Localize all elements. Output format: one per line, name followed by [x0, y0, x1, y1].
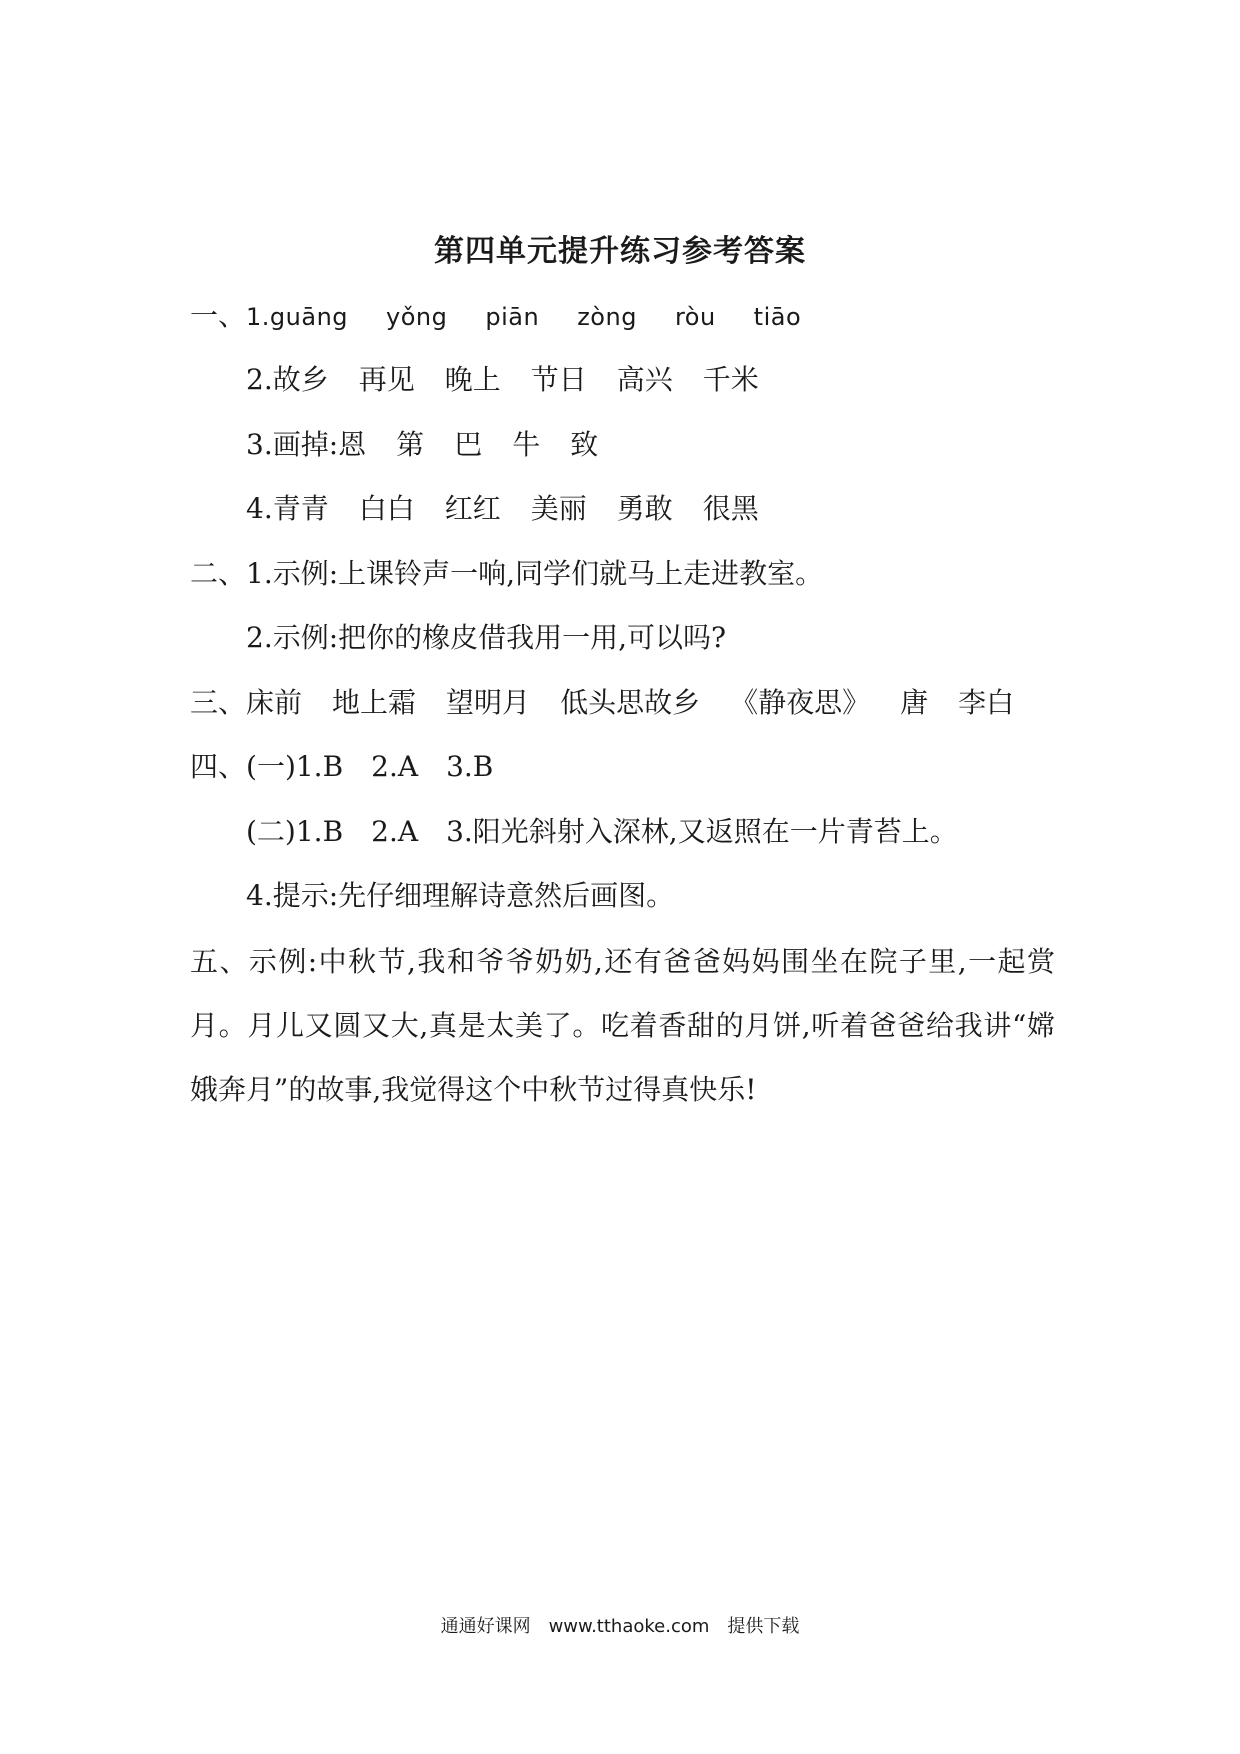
word-item: 节日	[530, 363, 587, 396]
footer-source: 通通好课网 www.tthaoke.com 提供下载	[440, 1616, 800, 1637]
section5-text: 示例:中秋节,我和爷爷奶奶,还有爸爸妈妈围坐在院子里,一起赏月。月儿又圆又大,真是太美了。吃着香甜的月饼,听着爸爸给我讲“嫦娥奔月”的故事,我觉得这个中秋节过得真快乐!	[190, 945, 1055, 1106]
section5	[190, 930, 1055, 1122]
char-item: 恩	[338, 428, 367, 461]
section1-prefix: 一、	[190, 299, 247, 332]
answer-item: 唐	[900, 686, 929, 719]
section1-q3	[246, 427, 598, 463]
section1-q3-num: 3.	[246, 428, 273, 461]
char-item: 巴	[454, 428, 483, 461]
pinyin-item: yǒng	[386, 303, 448, 331]
section4-part2-text: (二)1.B 2.A 3.阳光斜射入深林,又返照在一片青苔上。	[246, 815, 958, 848]
section1-q1	[190, 298, 801, 335]
pinyin-item: piān	[485, 303, 540, 331]
word-item: 晚上	[444, 363, 501, 396]
section1-q4-num: 4.	[246, 492, 273, 525]
section3	[190, 685, 1014, 721]
section2-q1	[190, 556, 823, 592]
word-item: 很黑	[702, 492, 759, 525]
answer-item: 《静夜思》	[730, 686, 871, 719]
answer-item: 望明月	[446, 686, 531, 719]
word-item: 美丽	[530, 492, 587, 525]
char-item: 牛	[512, 428, 541, 461]
section2-q1-text: 1.示例:上课铃声一响,同学们就马上走进教室。	[246, 557, 824, 590]
pinyin-item: ròu	[674, 303, 716, 331]
section1-q4	[246, 491, 759, 527]
word-item: 再见	[358, 363, 415, 396]
section1-q2	[246, 362, 759, 398]
section1-q3-label: 画掉:	[272, 428, 339, 461]
section4-prefix: 四、	[190, 750, 247, 783]
answer-item: 李白	[958, 686, 1015, 719]
word-item: 青青	[272, 492, 329, 525]
pinyin-item: zòng	[577, 303, 637, 331]
word-item: 高兴	[616, 363, 673, 396]
section4-part1	[190, 749, 493, 785]
section1-q2-num: 2.	[246, 363, 273, 396]
pinyin-item: guāng	[269, 303, 349, 331]
section5-prefix: 五、	[190, 945, 249, 978]
word-item: 白白	[358, 492, 415, 525]
section4-part2	[246, 814, 958, 850]
answer-item: 低头思故乡	[560, 686, 701, 719]
char-item: 致	[570, 428, 599, 461]
section2-q2-text: 2.示例:把你的橡皮借我用一用,可以吗?	[246, 621, 727, 654]
section4-q4	[246, 878, 674, 914]
char-item: 第	[396, 428, 425, 461]
pinyin-item: tiāo	[753, 303, 802, 331]
word-item: 故乡	[272, 363, 329, 396]
section4-q4-text: 4.提示:先仔细理解诗意然后画图。	[246, 879, 675, 912]
page-title: 第四单元提升练习参考答案	[434, 234, 806, 269]
section1-q1-num: 1.	[246, 303, 270, 331]
section2-prefix: 二、	[190, 557, 247, 590]
word-item: 勇敢	[616, 492, 673, 525]
answer-item: 床前	[246, 686, 303, 719]
section4-part1-text: (一)1.B 2.A 3.B	[246, 750, 494, 783]
word-item: 千米	[702, 363, 759, 396]
answer-item: 地上霜	[332, 686, 417, 719]
word-item: 红红	[444, 492, 501, 525]
section3-prefix: 三、	[190, 686, 247, 719]
section2-q2	[246, 620, 726, 656]
